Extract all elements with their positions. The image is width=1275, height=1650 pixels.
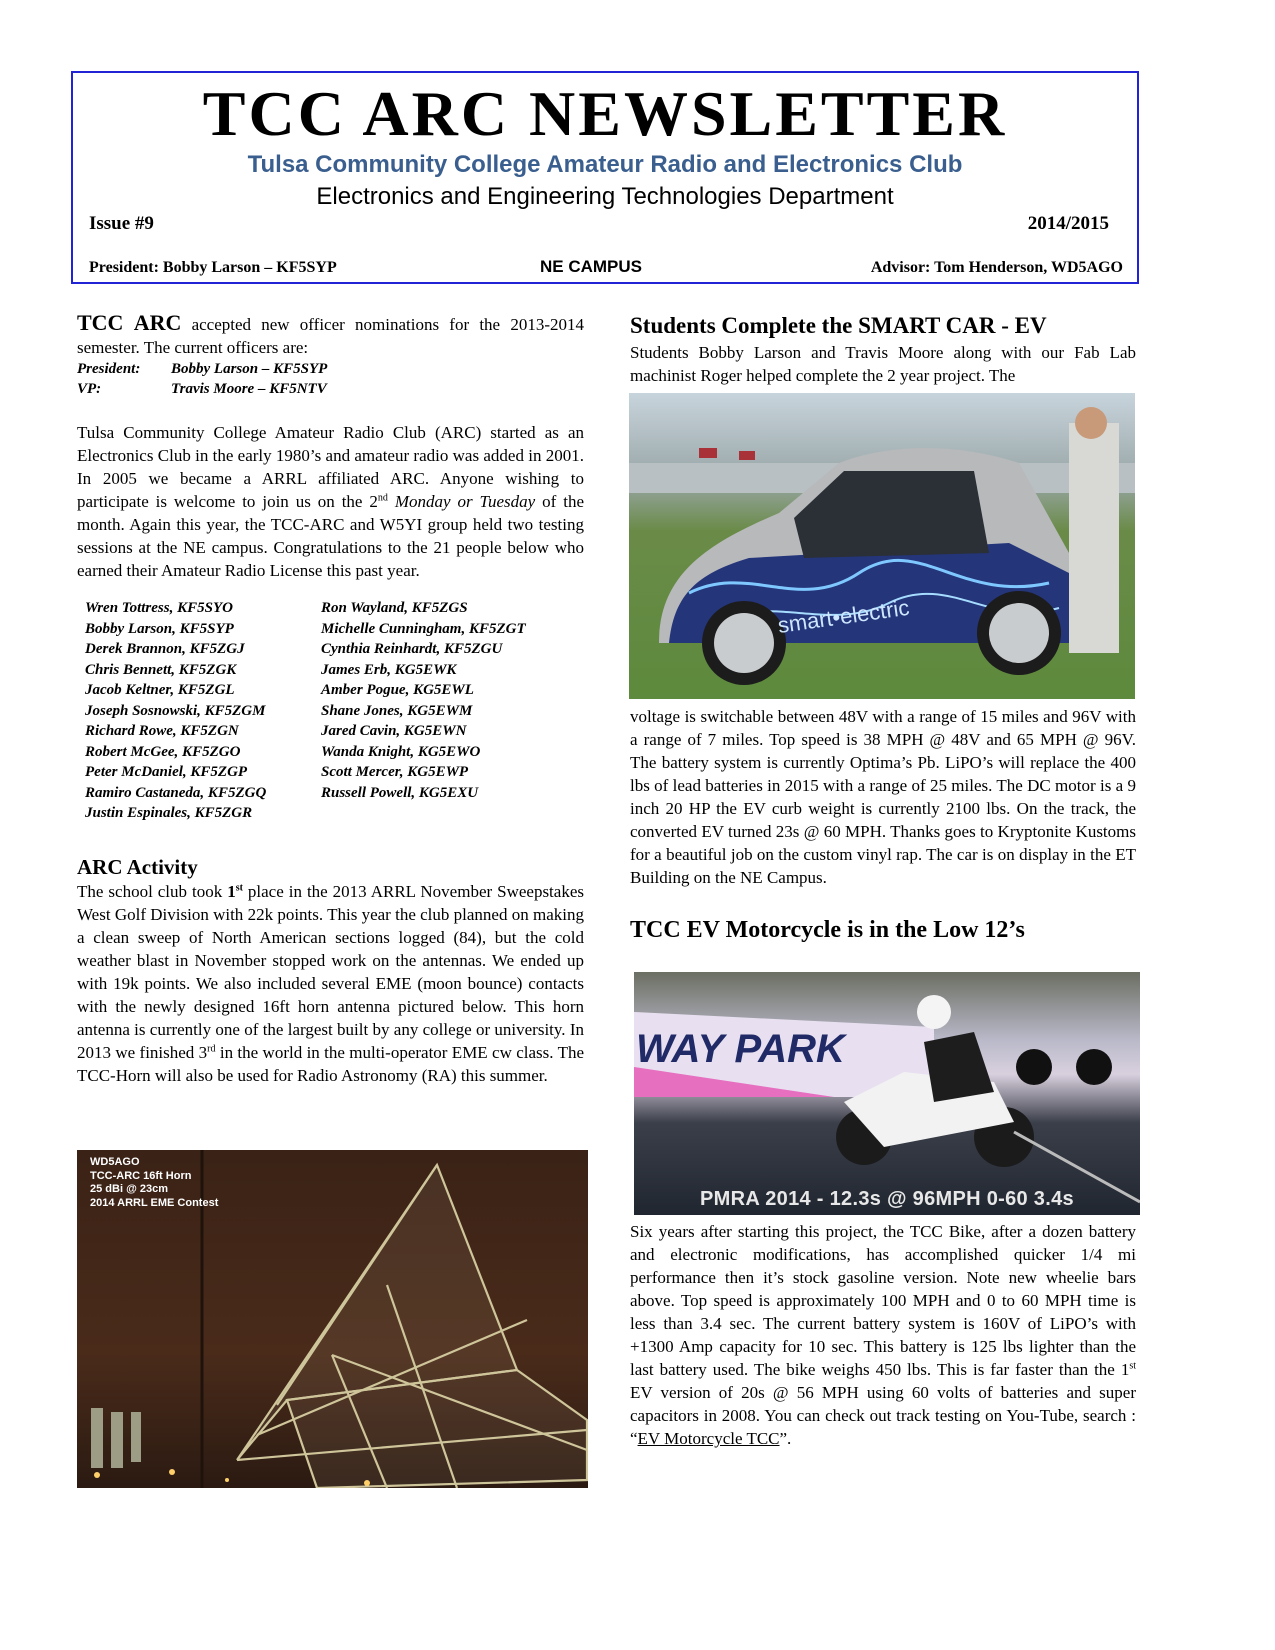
motorcycle-photo-caption: PMRA 2014 - 12.3s @ 96MPH 0-60 3.4s <box>700 1188 1074 1210</box>
newsletter-title: TCC ARC NEWSLETTER <box>202 78 1008 149</box>
smart-car-heading: Students Complete the SMART CAR - EV <box>630 313 1047 338</box>
licensee: Bobby Larson, KF5SYP <box>85 620 234 637</box>
officer-president: President: Bobby Larson – KF5SYP <box>77 361 328 377</box>
licensee: Shane Jones, KG5EWM <box>321 702 473 719</box>
licensee: Ramiro Castaneda, KF5ZGQ <box>85 784 267 801</box>
licensee-list <box>85 598 584 824</box>
licensee: Chris Bennett, KF5ZGK <box>85 661 237 678</box>
licensee: Peter McDaniel, KF5ZGP <box>85 764 248 780</box>
licensee <box>321 803 581 824</box>
licensee: Michelle Cunningham, KF5ZGT <box>321 620 526 637</box>
activity-text: The school club took 1st place in the 2013 ARRL November Sweepstakes West Golf Division with 22k points. This year the club planned on making a clean sweep of North American sections logged (84), but the cold weather blast in November stopped work on the antennas. We ended up with 19k points. We also included several EME (moon bounce) contacts with the newly designed 16ft horn antenna pictured below. This horn antenna is currently one of the largest built by any college or university. In 2013 we finished 3rd in the world in the multi-operator EME cw class. The TCC-Horn will also be used for Radio Astronomy (RA) this summer. <box>77 881 584 1085</box>
motorcycle-body <box>630 1220 1136 1450</box>
svg-text:WAY PARK: WAY PARK <box>636 1027 845 1071</box>
licensee: Jared Cavin, KG5EWN <box>321 723 467 739</box>
issue-year: 2014/2015 <box>1027 213 1109 234</box>
licensee: Ron Wayland, KF5ZGS <box>321 600 468 616</box>
right-column <box>630 311 1136 387</box>
masthead <box>71 71 1139 284</box>
licensee: Robert McGee, KF5ZGO <box>85 743 241 760</box>
advisor-line: Advisor: Tom Henderson, WD5AGO <box>870 259 1123 276</box>
club-history: Tulsa Community College Amateur Radio Club (ARC) started as an Electronics Club in the early 1980’s and amateur radio was added in 2001. In 2005 we became a ARRL affiliated ARC. Anyone wishing to participate is welcome to join us on the 2nd Monday or Tuesday of the month. Again this year, the TCC-ARC and W5YI group held two testing sessions at the NE campus. Congratulations to the 21 people below who earned their Amateur Radio License this past year. <box>77 423 585 580</box>
issue-number: Issue #9 <box>89 213 154 234</box>
licensee: Joseph Sosnowski, KF5ZGM <box>85 702 266 719</box>
intro-lead: TCC ARC <box>77 310 182 335</box>
smart-car-body <box>630 705 1136 945</box>
motorcycle-text: Six years after starting this project, the TCC Bike, after a dozen battery and electronic modifications, has accomplished quicker 1/4 mi performance then it’s stock gasoline version. Note new wheelie bars above. Top speed is approximately 100 MPH and 0 to 60 MPH time is less than 3.4 sec. The current battery system is 160V of LiPO’s with +1300 Amp capacity for 10 sec. This battery is 125 lbs lighter than the last battery used. The bike weighs 450 lbs. This is far faster than the 1st EV version of 20s @ 56 MPH using 60 volts of batteries and super capacitors in 2008. You can check out track testing on You-Tube, search : “EV Motorcycle TCC”. <box>630 1222 1136 1448</box>
officer-intro <box>77 311 584 359</box>
activity-heading: ARC Activity <box>77 854 198 879</box>
licensee: Jacob Keltner, KF5ZGL <box>85 682 235 698</box>
motorcycle-illustration <box>634 972 1140 1215</box>
horn-photo-caption: WD5AGO TCC-ARC 16ft Horn 25 dBi @ 23cm 2014 ARRL EME Contest <box>90 1156 219 1209</box>
smart-car-illustration <box>629 393 1135 699</box>
licensee: Cynthia Reinhardt, KF5ZGU <box>321 641 503 657</box>
licensee: Scott Mercer, KG5EWP <box>321 764 469 780</box>
licensee: Richard Rowe, KF5ZGN <box>85 723 239 739</box>
licensee: Amber Pogue, KG5EWL <box>321 682 474 698</box>
left-column <box>77 311 584 1087</box>
svg-text:smart•electric: smart•electric <box>776 594 911 638</box>
youtube-search-link[interactable]: EV Motorcycle TCC <box>637 1429 780 1448</box>
licensee: Justin Espinales, KF5ZGR <box>85 805 253 821</box>
licensee: Wanda Knight, KG5EWO <box>321 743 481 760</box>
president-line: President: Bobby Larson – KF5SYP <box>89 259 337 276</box>
horn-antenna-photo <box>77 1150 588 1488</box>
licensee: Wren Tottress, KF5SYO <box>85 600 233 616</box>
club-subtitle: Tulsa Community College Amateur Radio and Electronics Club <box>247 151 963 178</box>
department-line: Electronics and Engineering Technologies Department <box>316 183 894 210</box>
smart-car-photo <box>629 393 1135 699</box>
motorcycle-photo <box>634 972 1140 1215</box>
smart-car-text: voltage is switchable between 48V with a range of 15 miles and 96V with a range of 7 miles. Top speed is 38 MPH @ 48V and 65 MPH @ 96V. The battery system is currently Optima’s Pb. LiPO’s will replace the 400 lbs of lead batteries in 2015 with a range of 25 miles. The DC motor is a 9 inch 20 HP the EV curb weight is currently 2100 lbs. On the track, the converted EV turned 23s @ 60 MPH. Thanks goes to Kryptonite Kustoms for a beautiful job on the custom vinyl rap. The car is on display in the ET Building on the NE Campus. <box>630 707 1136 887</box>
intro-text: accepted new officer nominations for the 2013-2014 semester. The current officers are: <box>77 315 584 357</box>
campus-label: NE CAMPUS <box>540 257 643 276</box>
licensee: Derek Brannon, KF5ZGJ <box>85 641 245 657</box>
officer-vp: VP: Travis Moore – KF5NTV <box>77 381 327 397</box>
licensee: James Erb, KG5EWK <box>321 661 457 678</box>
motorcycle-heading: TCC EV Motorcycle is in the Low 12’s <box>630 917 1025 943</box>
smart-car-intro: Students Bobby Larson and Travis Moore along with our Fab Lab machinist Roger helped complete the 2 year project. The <box>630 343 1136 385</box>
licensee: Russell Powell, KG5EXU <box>321 784 479 801</box>
